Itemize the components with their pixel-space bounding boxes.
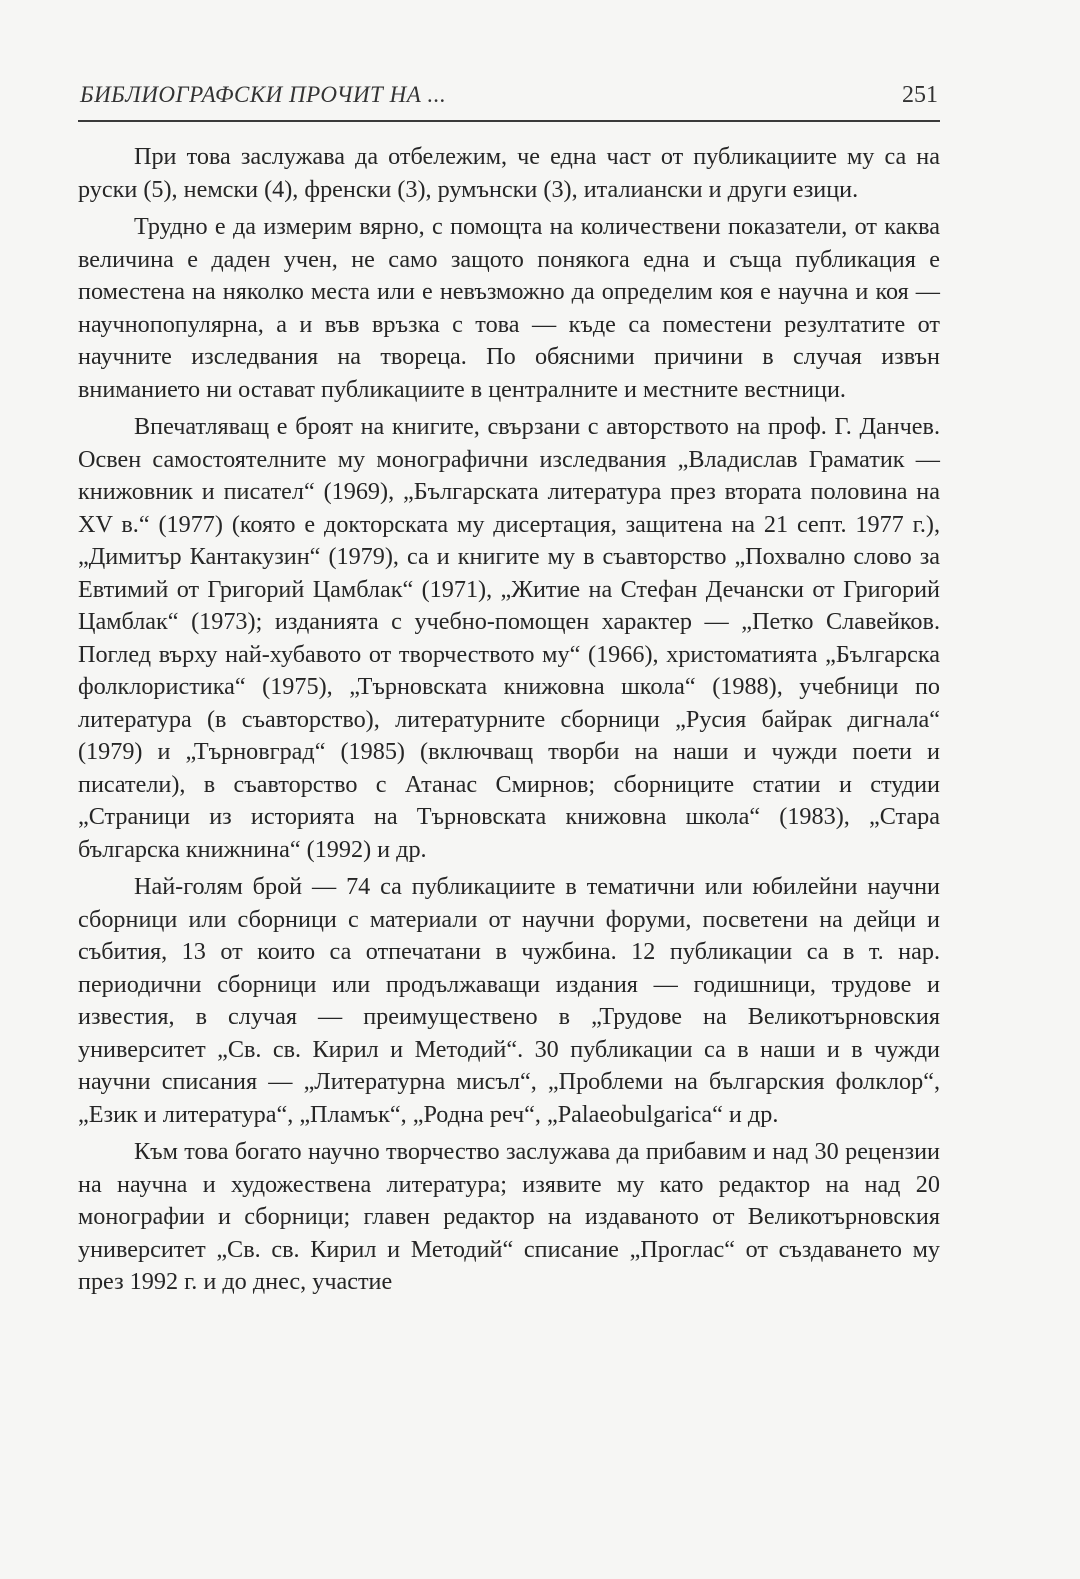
paragraph-4: Най-голям брой — 74 са публикациите в тематични или юбилейни научни сборници или сборници с материали от научни форуми, посветени на дейци и събития, 13 от които са отпечатани в чужбина. 12 публикации са в т. нар. периодични сборници или продължаващи издания — годишници, трудове и известия, в случая — преимуществено в „Трудове на Великотърновския университет „Св. св. Кирил и Методий“. 30 публикации са в наши и в чужди научни списания — „Литературна мисъл“, „Проблеми на българския фолклор“, „Език и литература“, „Пламък“, „Родна реч“, „Palaeobulgarica“ и др. <box>78 873 940 1128</box>
paragraph-5: Към това богато научно творчество заслужава да прибавим и над 30 рецензии на научна и художествена литература; изявите му като редактор на над 20 монографии и сборници; главен редактор на издаваното от Великотърновския университет „Св. св. Кирил и Методий“ списание „Проглас“ от създаването му през 1992 г. и до днес, участие <box>78 1138 940 1295</box>
paragraph-3: Впечатляващ е броят на книгите, свързани с авторството на проф. Г. Данчев. Освен самостоятелните му монографични изследвания „Владислав Граматик — книжовник и писател“ (1969), „Българската литература през втората половина на XV в.“ (1977) (която е докторската му дисертация, защитена на 21 септ. 1977 г.), „Димитър Кантакузин“ (1979), са и книгите му в съавторство „Похвално слово за Евтимий от Григорий Цамблак“ (1971), „Житие на Стефан Дечански от Григорий Цамблак“ (1973); изданията с учебно-помощен характер — „Петко Славейков. Поглед върху най-хубавото от творчеството му“ (1966), христоматията „Българска фолклористика“ (1975), „Търновската книжовна школа“ (1988), учебници по литература (в съавторство), литературните сборници „Русия байрак дигнала“ (1979) и „Търновград“ (1985) (включващ творби на наши и чужди поети и писатели), в съавторство с Атанас Смирнов; сборниците статии и студии „Страници из историята на Търновската книжовна школа“ (1983), „Стара българска книжнина“ (1992) и др. <box>78 413 940 863</box>
page-number: 251 <box>902 82 938 108</box>
book-page <box>78 82 940 1304</box>
paragraph-2: Трудно е да измерим вярно, с помощта на количествени показатели, от каква величина е даден учен, не само защото понякога една и съща публикация е поместена на няколко места или е невъзможно да определим коя е научна и коя —научнопопулярна, а и във връзка с това — къде са поместени резултатите от научните изследвания на твореца. По обясними причини в случая извън вниманието ни остават публикациите в централните и местните вестници. <box>78 213 940 403</box>
running-title: БИБЛИОГРАФСКИ ПРОЧИТ НА ... <box>80 82 447 107</box>
paragraph-1: При това заслужава да отбележим, че една част от публикациите му са на руски (5), немски (4), френски (3), румънски (3), италиански и други езици. <box>78 143 940 203</box>
running-header <box>78 82 940 122</box>
body-text <box>78 141 940 1299</box>
